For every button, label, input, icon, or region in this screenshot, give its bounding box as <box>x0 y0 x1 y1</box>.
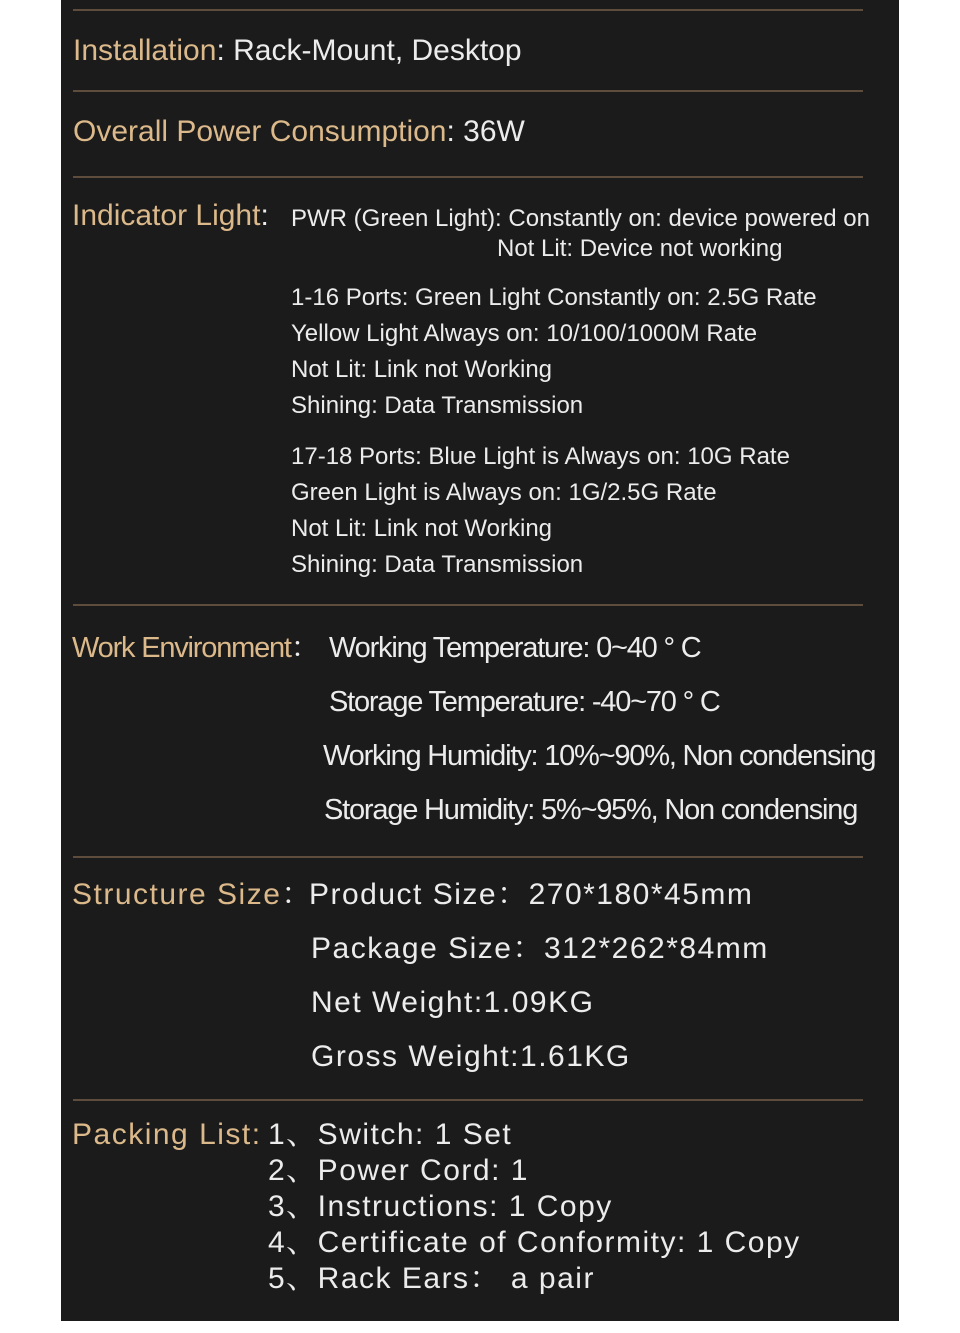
divider <box>73 604 863 606</box>
environment-heading <box>72 634 319 663</box>
packing-label: Packing List: <box>72 1118 262 1151</box>
indicator-label: Indicator Light <box>72 199 261 232</box>
packing-item: 3、Instructions: 1 Copy <box>268 1190 613 1223</box>
structure-heading <box>72 880 313 910</box>
indicator-port-line: Not Lit: Link not Working <box>291 515 553 542</box>
divider <box>73 1099 863 1101</box>
structure-item: Package Size：312*262*84mm <box>311 932 769 965</box>
environment-item: Working Temperature: 0~40 ° C <box>329 632 701 664</box>
spec-panel <box>61 0 899 1321</box>
indicator-pwr-line: PWR (Green Light): Constantly on: device powered on <box>291 205 870 232</box>
separator: : <box>446 115 464 148</box>
power-row <box>73 117 525 147</box>
indicator-port-line: Shining: Data Transmission <box>291 551 584 578</box>
divider <box>73 9 863 11</box>
structure-label: Structure Size <box>72 878 282 911</box>
indicator-port-line: Shining: Data Transmission <box>291 392 584 419</box>
indicator-port-line: 17-18 Ports: Blue Light is Always on: 10G Rate <box>291 443 790 470</box>
indicator-port-line: Green Light is Always on: 1G/2.5G Rate <box>291 479 717 506</box>
packing-item: 1、Switch: 1 Set <box>268 1118 513 1151</box>
indicator-heading <box>72 201 269 231</box>
divider <box>73 90 863 92</box>
indicator-pwr-line: Not Lit: Device not working <box>497 235 783 262</box>
power-value: 36W <box>463 115 525 148</box>
indicator-port-line: Yellow Light Always on: 10/100/1000M Rate <box>291 320 758 347</box>
separator: : <box>216 34 234 67</box>
installation-label: Installation <box>73 34 217 67</box>
environment-item: Working Humidity: 10%~90%, Non condensing <box>323 740 876 772</box>
environment-label: Work Environment <box>72 632 291 664</box>
separator: ： <box>281 878 313 911</box>
environment-item: Storage Temperature: -40~70 ° C <box>329 686 720 718</box>
packing-item: 2、Power Cord: 1 <box>268 1154 529 1187</box>
installation-row <box>73 36 522 66</box>
divider <box>73 176 863 178</box>
separator: : <box>260 199 269 232</box>
environment-item: Storage Humidity: 5%~95%, Non condensing <box>324 794 858 826</box>
indicator-port-line: 1-16 Ports: Green Light Constantly on: 2.5G Rate <box>291 284 817 311</box>
installation-value: Rack-Mount, Desktop <box>233 34 522 67</box>
structure-item: Net Weight:1.09KG <box>311 986 595 1019</box>
divider <box>73 856 863 858</box>
packing-item: 4、Certificate of Conformity: 1 Copy <box>268 1226 801 1259</box>
structure-item: Product Size：270*180*45mm <box>309 878 754 911</box>
structure-item: Gross Weight:1.61KG <box>311 1040 631 1073</box>
packing-item: 5、Rack Ears： a pair <box>268 1262 595 1295</box>
indicator-port-line: Not Lit: Link not Working <box>291 356 553 383</box>
power-label: Overall Power Consumption <box>73 115 447 148</box>
separator: ： <box>290 632 319 664</box>
